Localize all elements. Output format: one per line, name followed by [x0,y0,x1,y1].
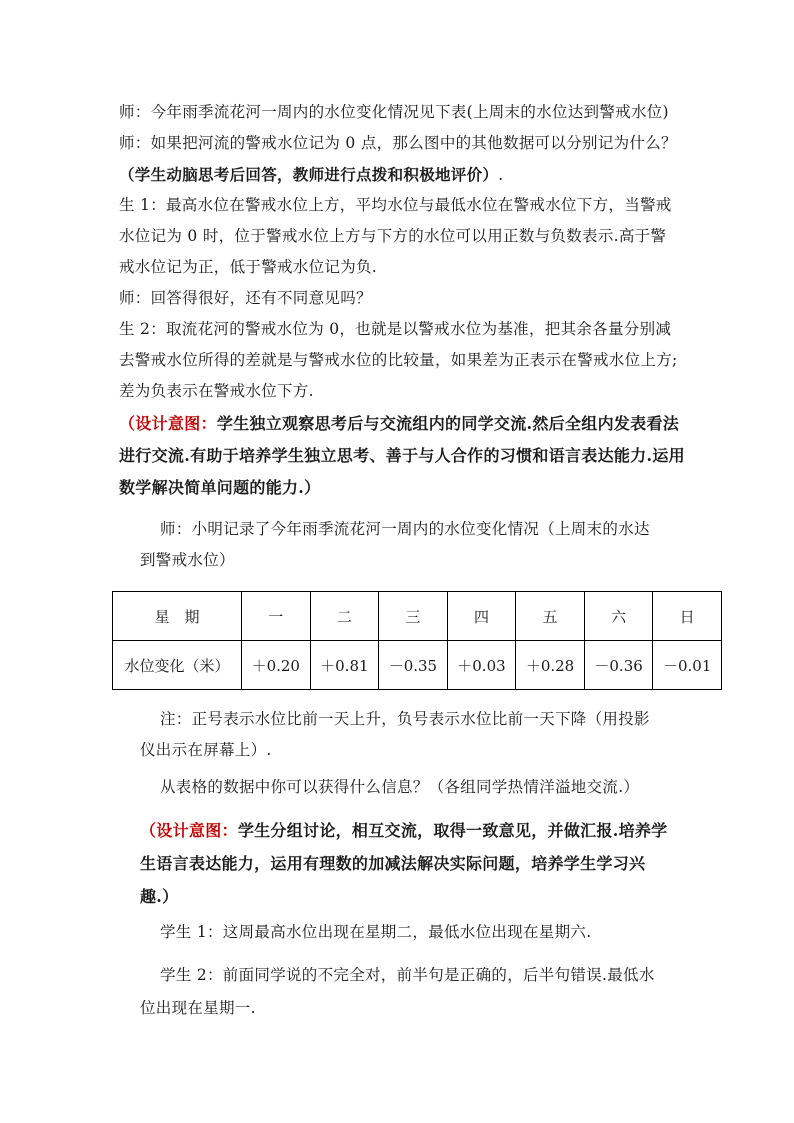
table-value-cell: ＋0.20 [242,641,311,690]
note-line-2: 仪出示在屏幕上）. [140,741,272,759]
table-value-cell: ＋0.81 [310,641,379,690]
table-value-cell: －0.35 [379,641,448,690]
teacher-record-line-1: 师：小明记录了今年雨季流花河一周内的水位变化情况（上周末的水达 [160,520,650,538]
student2-line-1: 生 2：取流花河的警戒水位为 0，也就是以警戒水位为基准，把其余各量分别减 [119,320,672,338]
note-line-1: 注：正号表示水位比前一天上升，负号表示水位比前一天下降（用投影 [160,710,650,728]
design-intent-2-line-2: 生语言表达能力，运用有理数的加减法解决实际问题，培养学生学习兴 [140,854,646,873]
design-intent-1-line-2: 进行交流.有助于培养学生独立思考、善于与人合作的习惯和语言表达能力.运用 [119,446,685,465]
question-line: 从表格的数据中你可以获得什么信息？（各组同学热情洋溢地交流.） [160,778,640,796]
design-intent-1-text: 学生独立观察思考后与交流组内的同学交流.然后全组内发表看法 [216,414,680,433]
student2-line-2: 去警戒水位所得的差就是与警戒水位的比较量，如果差为正表示在警戒水位上方; [119,351,678,369]
design-intent-2-line-3: 趣.） [140,887,179,906]
table-value-row [113,641,722,690]
table-day-cell: 日 [653,592,722,641]
table-day-cell: 五 [516,592,585,641]
table-header-label: 星 期 [113,592,242,641]
student2-line-3: 差为负表示在警戒水位下方. [119,382,314,400]
student-thinking-period: . [498,166,504,184]
teacher-line-2: 师：如果把河流的警戒水位记为 0 点，那么图中的其他数据可以分别记为什么？ [119,134,677,152]
design-intent-2-label: （设计意图： [140,821,238,840]
learner-2-line-2: 位出现在星期一. [140,999,256,1017]
design-intent-1-line-3: 数学解决简单问题的能力.） [119,478,321,497]
student1-line-1: 生 1：最高水位在警戒水位上方，平均水位与最低水位在警戒水位下方，当警戒 [119,196,672,214]
teacher-line-3: 师：回答得很好，还有不同意见吗？ [119,289,372,307]
teacher-line-1: 师：今年雨季流花河一周内的水位变化情况见下表(上周末的水位达到警戒水位) [119,103,669,121]
design-intent-1-label: （设计意图： [119,414,217,433]
student-thinking-note [119,159,503,191]
water-level-table [112,591,722,690]
teacher-record-line-2: 到警戒水位） [140,551,235,569]
table-value-cell: －0.01 [653,641,722,690]
table-value-cell: －0.36 [584,641,653,690]
student1-line-3: 戒水位记为正，低于警戒水位记为负. [119,258,378,276]
design-intent-1-line-1 [119,408,679,439]
table-day-cell: 六 [584,592,653,641]
table-day-cell: 四 [447,592,516,641]
learner-2-line-1: 学生 2：前面同学说的不完全对，前半句是正确的，后半句错误.最低水 [160,966,655,984]
table-header-row [113,592,722,641]
student-thinking-text: （学生动脑思考后回答，教师进行点拨和积极地评价） [119,165,499,184]
design-intent-2-text: 学生分组讨论，相互交流，取得一致意见，并做汇报.培养学 [237,821,668,840]
learner-1-line: 学生 1：这周最高水位出现在星期二，最低水位出现在星期六. [160,923,592,941]
table-row-label: 水位变化（米） [113,641,242,690]
table-day-cell: 二 [310,592,379,641]
table-day-cell: 一 [242,592,311,641]
student1-line-2: 水位记为 0 时，位于警戒水位上方与下方的水位可以用正数与负数表示.高于警 [119,227,667,245]
table-day-cell: 三 [379,592,448,641]
table-value-cell: ＋0.28 [516,641,585,690]
design-intent-2-line-1 [140,815,667,846]
table-value-cell: ＋0.03 [447,641,516,690]
